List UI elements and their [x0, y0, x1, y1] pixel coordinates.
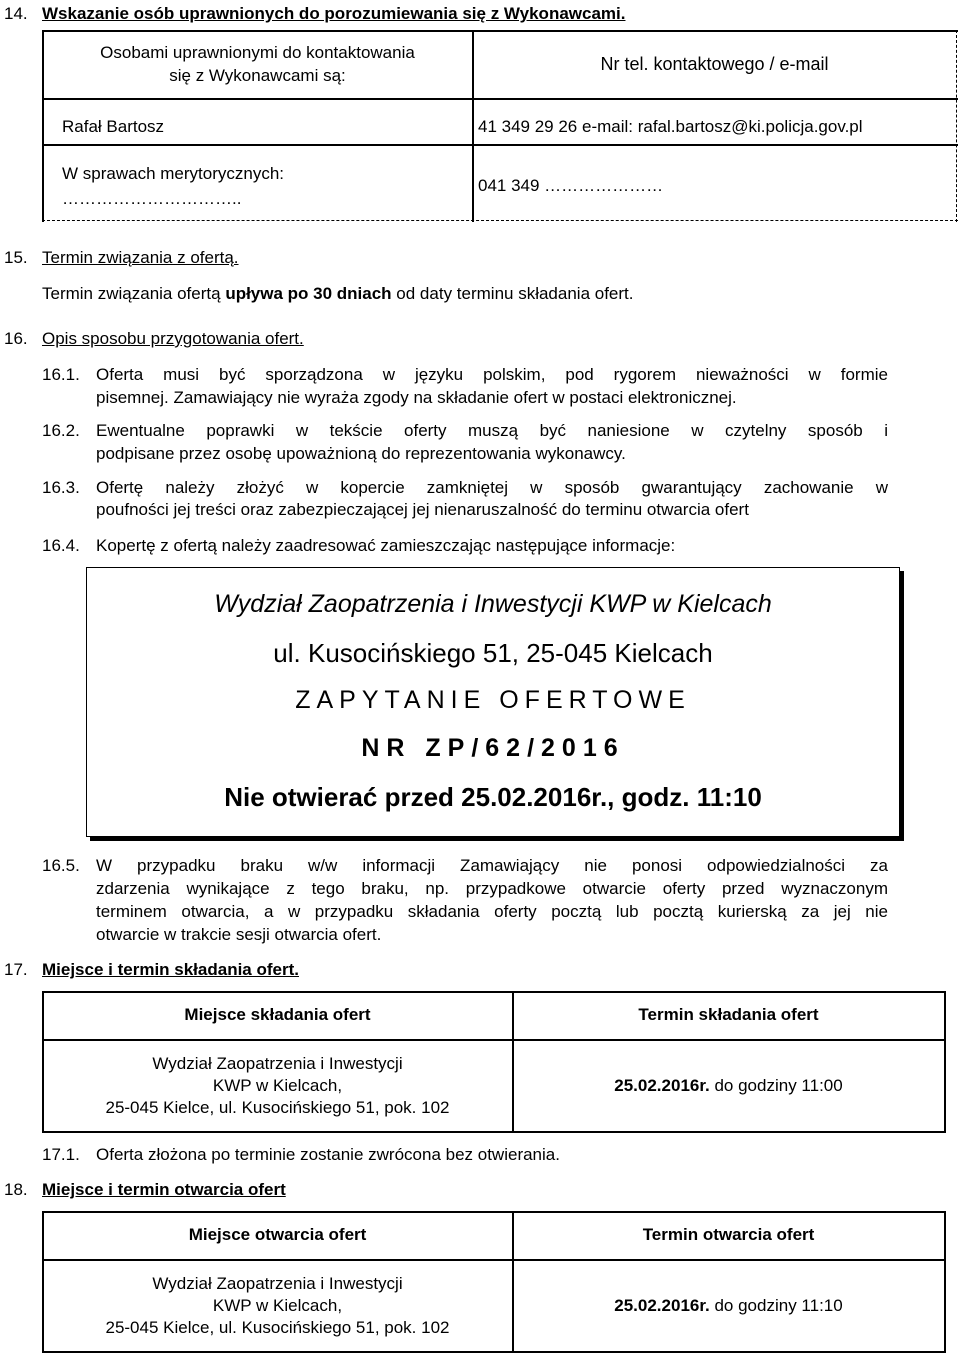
section-16-title: Opis sposobu przygotowania ofert.: [42, 329, 304, 348]
submission-place-line3: 25-045 Kielce, ul. Kusocińskiego 51, pok. 102: [105, 1098, 450, 1118]
opening-header-place: Miejsce otwarcia ofert: [188, 1225, 367, 1245]
para-16-5-line2: zdarzenia wynikające z tego braku, np. przypadkowe otwarcie oferty przed wyznaczonym: [96, 879, 888, 898]
contacts-header-right: Nr tel. kontaktowego / e-mail: [600, 53, 829, 74]
s15-text-pre: Termin związania ofertą: [42, 284, 226, 303]
envelope-line-inquiry: ZAPYTANIE OFERTOWE: [295, 686, 691, 714]
para-16-5-line3: terminem otwarcia, a w przypadku składania oferty pocztą lub pocztą kurierską za jej nie: [96, 902, 888, 921]
s15-text-post: od daty terminu składania ofert.: [391, 284, 634, 303]
opening-header-deadline: Termin otwarcia ofert: [642, 1225, 815, 1245]
opening-time: do godziny 11:10: [709, 1295, 843, 1315]
section-17-title: Miejsce i termin składania ofert.: [42, 960, 299, 979]
opening-place: [43, 1261, 512, 1351]
section-16-number: 16.: [4, 329, 28, 348]
opening-place-line3: 25-045 Kielce, ul. Kusocińskiego 51, pok. 102: [105, 1318, 450, 1338]
submission-time: do godziny 11:00: [709, 1075, 843, 1095]
opening-place-line1: Wydział Zaopatrzenia i Inwestycji: [152, 1273, 403, 1293]
opening-place-line2: KWP w Kielcach,: [212, 1295, 343, 1315]
section-14-title: Wskazanie osób uprawnionych do porozumiewania się z Wykonawcami.: [42, 4, 626, 23]
section-18-title: Miejsce i termin otwarcia ofert: [42, 1180, 286, 1199]
para-16-1-line1: Oferta musi być sporządzona w języku polskim, pod rygorem nieważności w formie: [96, 365, 888, 384]
para-16-5-number: 16.5.: [42, 856, 80, 875]
para-16-2-number: 16.2.: [42, 421, 80, 440]
para-16-3-number: 16.3.: [42, 478, 80, 497]
contact-phone-email: 41 349 29 26 e-mail: rafal.bartosz@ki.policja.gov.pl: [478, 117, 863, 136]
contact-merit-phone: 041 349 …………………: [478, 176, 664, 195]
contacts-header-left-line2: się z Wykonawcami są:: [169, 65, 346, 85]
section-18-number: 18.: [4, 1180, 28, 1199]
para-16-1-number: 16.1.: [42, 365, 80, 384]
para-16-4-number: 16.4.: [42, 536, 80, 555]
section-15-number: 15.: [4, 248, 28, 267]
submission-header-place: Miejsce składania ofert: [184, 1005, 371, 1025]
para-16-2-line1: Ewentualne poprawki w tekście oferty muszą być naniesione w czytelny sposób i: [96, 421, 888, 440]
envelope-line-department: Wydział Zaopatrzenia i Inwestycji KWP w Kielcach: [214, 590, 772, 618]
para-16-1-line2: pisemnej. Zamawiający nie wyraża zgody na składanie ofert w postaci elektronicznej.: [96, 388, 737, 407]
contacts-header-left-line1: Osobami uprawnionymi do kontaktowania: [100, 43, 415, 63]
contact-name: Rafał Bartosz: [62, 117, 165, 136]
contacts-header-left: [43, 31, 472, 98]
submission-place-line1: Wydział Zaopatrzenia i Inwestycji: [152, 1053, 403, 1073]
para-16-3-line1: Ofertę należy złożyć w kopercie zamkniętej w sposób gwarantujący zachowanie w: [96, 478, 888, 497]
submission-place-line2: KWP w Kielcach,: [212, 1075, 343, 1095]
opening-deadline: [513, 1261, 944, 1351]
para-16-4-text: Kopertę z ofertą należy zaadresować zamieszczając następujące informacje:: [96, 536, 676, 555]
contact-merit-label: W sprawach merytorycznych:: [62, 164, 284, 183]
submission-place: [43, 1041, 512, 1131]
envelope-line-do-not-open: Nie otwierać przed 25.02.2016r., godz. 11:10: [224, 782, 762, 812]
section-15-text: [42, 284, 634, 304]
para-16-5-line1: W przypadku braku w/w informacji Zamawiający nie ponosi odpowiedzialności za: [96, 856, 888, 875]
para-17-1-number: 17.1.: [42, 1145, 80, 1164]
contact-merit-dots: …………………………..: [62, 189, 242, 208]
para-16-3-line2: poufności jej treści oraz zabezpieczającej jej nienaruszalność do terminu otwarcia ofert: [96, 500, 749, 519]
s15-text-bold: upływa po 30 dniach: [225, 284, 392, 303]
opening-date: 25.02.2016r.: [614, 1295, 710, 1315]
submission-date: 25.02.2016r.: [614, 1075, 710, 1095]
envelope-line-address: ul. Kusocińskiego 51, 25-045 Kielcach: [273, 638, 713, 668]
section-17-number: 17.: [4, 960, 28, 979]
envelope-label-box: [86, 567, 900, 837]
section-14-number: 14.: [4, 4, 28, 23]
para-16-5-line4: otwarcie w trakcie sesji otwarcia ofert.: [96, 925, 382, 944]
para-16-2-line2: podpisane przez osobę upoważnioną do reprezentowania wykonawcy.: [96, 444, 626, 463]
submission-header-deadline: Termin składania ofert: [638, 1005, 819, 1025]
envelope-line-reference: NR ZP/62/2016: [361, 734, 625, 762]
section-15-title: Termin związania z ofertą.: [42, 248, 239, 267]
submission-deadline: [513, 1041, 944, 1131]
para-17-1-text: Oferta złożona po terminie zostanie zwrócona bez otwierania.: [96, 1145, 560, 1164]
